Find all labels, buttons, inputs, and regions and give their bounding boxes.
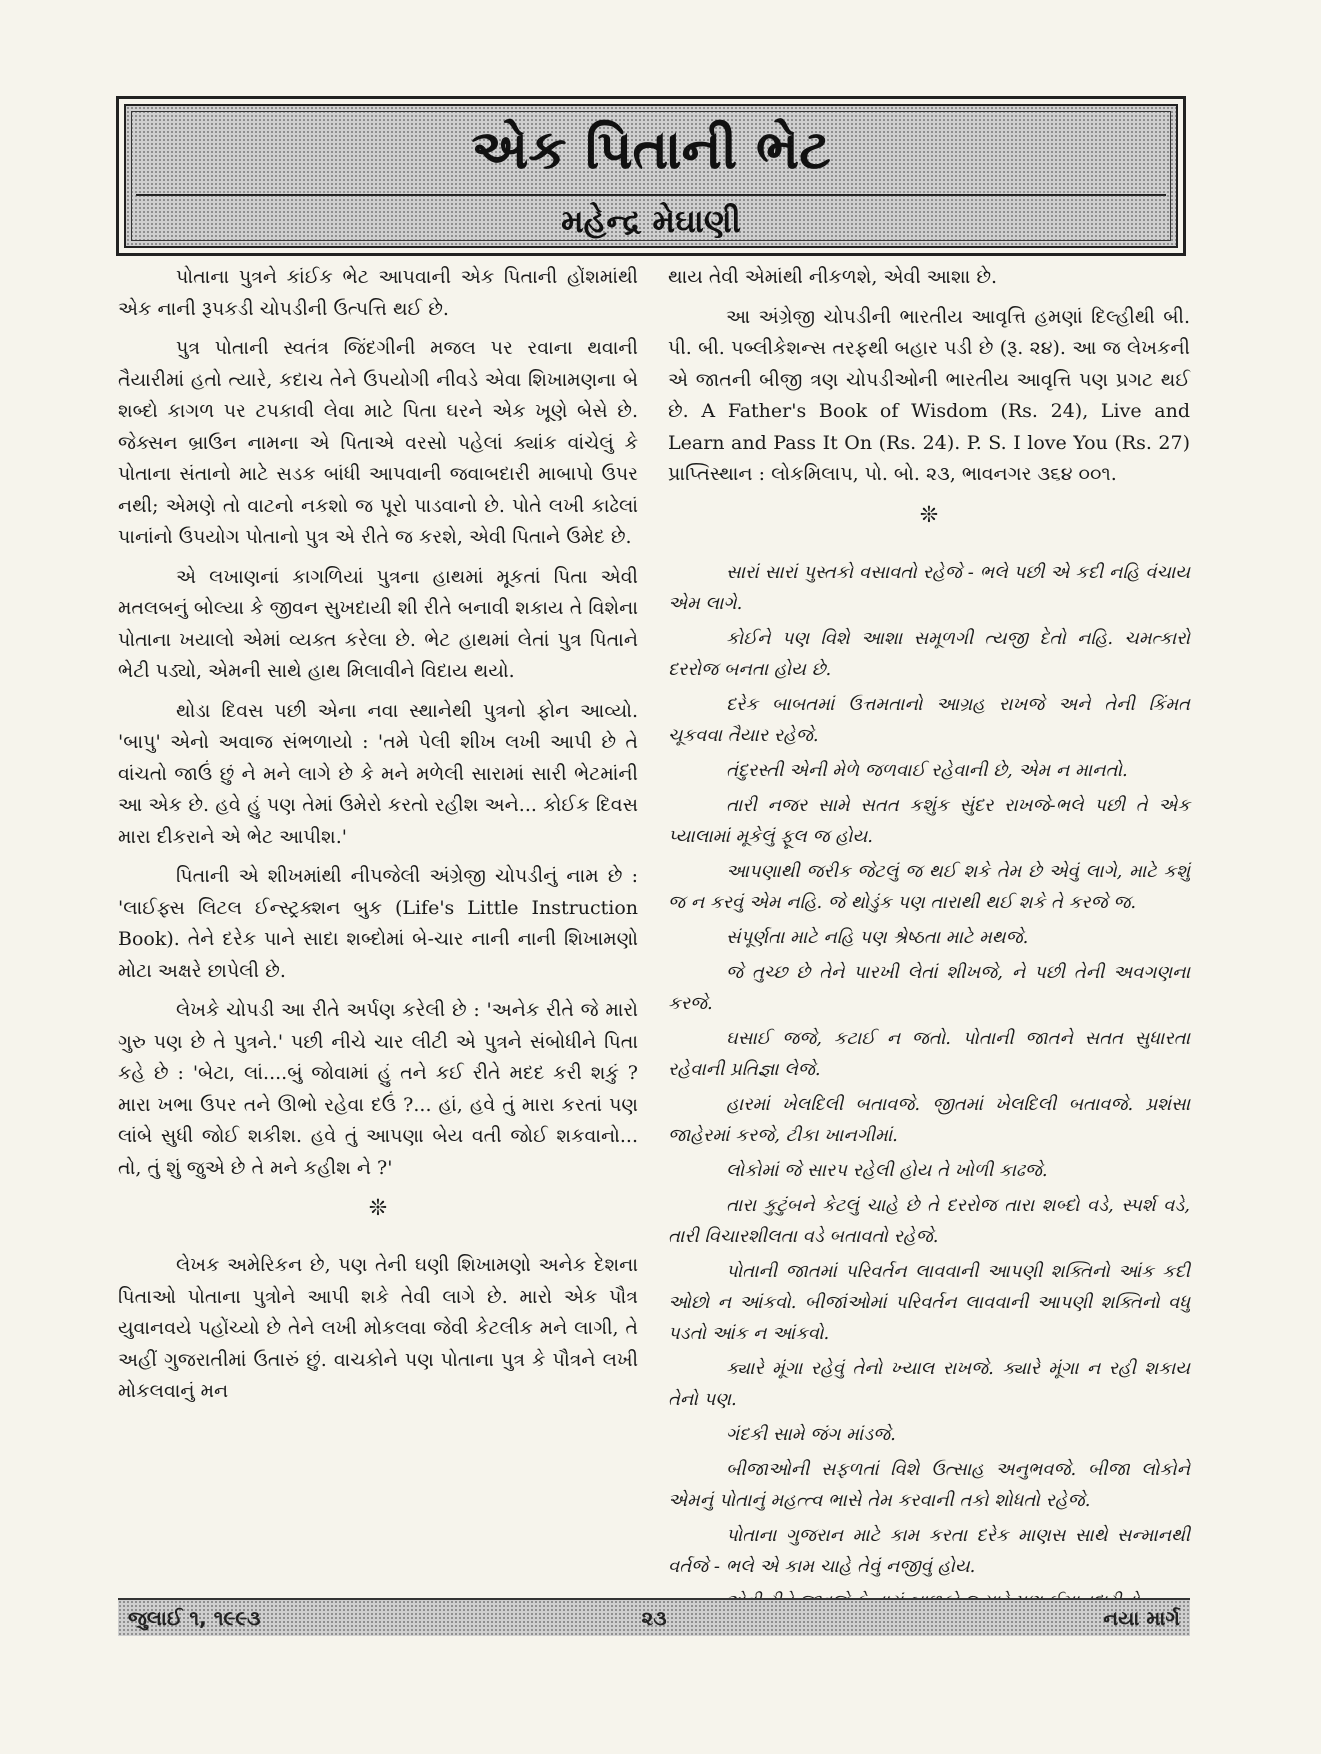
advice-item: આપણાથી જરીક જેટલું જ થઈ શકે તેમ છે એવું લાગે, માટે કશું જ ન કરવું એમ નહિ. જે થોડુંક પણ તારાથી થઈ શકે તે કરજે જ. [668, 860, 1190, 913]
advice-item: તારા કુટુંબને કેટલું ચાહે છે તે દરરોજ તારા શબ્દો વડે, સ્પર્શ વડે, તારી વિચારશીલતા વડે બતાવતો રહેજે. [668, 1194, 1190, 1247]
paragraph: એ લખાણનાં કાગળિયાં પુત્રના હાથમાં મૂકતાં પિતા એવી મતલબનું બોલ્યા કે જીવન સુખદાયી શી રીતે બનાવી શકાય તે વિશેના પોતાના ખયાલો એમાં વ્યક્ત કરેલા છે. ભેટ હાથમાં લેતાં પુત્ર પિતાને ભેટી પડ્યો, એમની સાથે હાથ મિલાવીને વિદાય થયો. [118, 565, 638, 682]
advice-item: પોતાના ગુજરાન માટે કામ કરતા દરેક માણસ સાથે સન્માનથી વર્તજે - ભલે એ કામ ચાહે તેવું નજીવું હોય. [668, 1524, 1190, 1577]
paragraph: થોડા દિવસ પછી એના નવા સ્થાનેથી પુત્રનો ફોન આવ્યો. 'બાપુ' એનો અવાજ સંભળાયો : 'તમે પેલી શીખ લખી આપી છે તે વાંચતો જાઉં છું ને મને લાગે છે કે મને મળેલી સારામાં સારી ભેટમાંની આ એક છે. હવે હું પણ તેમાં ઉમેરો કરતો રહીશ અને... કોઈક દિવસ મારા દીકરાને એ ભેટ આપીશ.' [118, 699, 638, 848]
paragraph: પુત્ર પોતાની સ્વતંત્ર જિંદગીની મજલ પર રવાના થવાની તૈયારીમાં હતો ત્યારે, કદાચ તેને ઉપયોગી નીવડે એવા શિખામણના બે શબ્દો કાગળ પર ટપકાવી લેવા માટે પિતા ઘરને એક ખૂણે બેસે છે. જેક્સન બ્રાઉન નામના એ પિતાએ વરસો પહેલાં ક્યાંક વાંચેલું કે પોતાના સંતાનો માટે સડક બાંધી આપવાની જવાબદારી માબાપો ઉપર નથી; એમણે તો વાટનો નકશો જ પૂરો પાડવાનો છે. પોતે લખી કાઢેલાં પાનાંનો ઉપયોગ પોતાનો પુત્ર એ રીતે જ કરશે, એવી પિતાને ઉમેદ છે. [118, 337, 638, 548]
right-column [668, 262, 1190, 1621]
issue-date: જુલાઈ ૧, ૧૯૯૩ [128, 1606, 261, 1630]
advice-item: સારાં સારાં પુસ્તકો વસાવતો રહેજે - ભલે પછી એ કદી નહિ વંચાય એમ લાગે. [668, 561, 1190, 614]
section-ornament-icon: ❊ [919, 502, 939, 528]
advice-item: ગંદકી સામે જંગ માંડજે. [726, 1423, 896, 1445]
advice-item: ઘસાઈ જજે, કટાઈ ન જતો. પોતાની જાતને સતત સુધારતા રહેવાની પ્રતિજ્ઞા લેજે. [668, 1027, 1190, 1080]
advice-item: જે તુચ્છ છે તેને પારખી લેતાં શીખજે, ને પછી તેની અવગણના કરજે. [668, 961, 1190, 1014]
publication-note: આ અંગ્રેજી ચોપડીની ભારતીય આવૃત્તિ હમણાં દિલ્હીથી બી. પી. બી. પબ્લીકેશન્સ તરફથી બહાર પડી છે (રૂ. ૨૪). આ જ લેખકની એ જાતની બીજી ત્રણ ચોપડીઓની ભારતીય આવૃત્તિ પણ પ્રગટ થઈ છે. A Father's Book of Wisdom (Rs. 24), Live and Learn and Pass It On (Rs. 24). P. S. I love You (Rs. 27) પ્રાપ્તિસ્થાન : લોકમિલાપ, પો. બો. ૨૩, ભાવનગર ૩૬૪ ૦૦૧. [668, 305, 1190, 485]
advice-item: તંદુરસ્તી એની મેળે જળવાઈ રહેવાની છે, એમ ન માનતો. [726, 759, 1128, 781]
advice-item: હારમાં ખેલદિલી બતાવજે. જીતમાં ખેલદિલી બતાવજે. પ્રશંસા જાહેરમાં કરજે, ટીકા ખાનગીમાં. [668, 1093, 1190, 1146]
advice-item: દરેક બાબતમાં ઉત્તમતાનો આગ્રહ રાખજે અને તેની કિંમત ચૂકવવા તૈયાર રહેજે. [668, 693, 1190, 746]
advice-list [668, 557, 1190, 1617]
section-ornament-icon: ❊ [368, 1196, 388, 1221]
advice-item: કોઈને પણ વિશે આશા સમૂળગી ત્યજી દેતો નહિ. ચમત્કારો દરરોજ બનતા હોય છે. [668, 627, 1190, 680]
paragraph: પિતાની એ શીખમાંથી નીપજેલી અંગ્રેજી ચોપડીનું નામ છે : 'લાઈફ્સ લિટલ ઈન્સ્ટ્રક્શન બુક (Life's Little Instruction Book). તેને દરેક પાને સાદા શબ્દોમાં બે-ચાર નાની નાની શિખામણો મોટા અક્ષરે છાપેલી છે. [118, 865, 638, 982]
advice-item: લોકોમાં જે સારપ રહેલી હોય તે ખોળી કાઢજે. [726, 1159, 1048, 1181]
author-byline: મહેન્દ્ર મેઘાણી [561, 202, 741, 240]
title-divider [136, 194, 1166, 196]
paragraph: લેખકે ચોપડી આ રીતે અર્પણ કરેલી છે : 'અનેક રીતે જે મારો ગુરુ પણ છે તે પુત્રને.' પછી નીચે ચાર લીટી એ પુત્રને સંબોધીને પિતા કહે છે : 'બેટા, લાં....બું જોવામાં હું તને કઈ રીતે મદદ કરી શકું ? મારા ખભા ઉપર તને ઊભો રહેવા દઉં ?... હાં, હવે તું મારા કરતાં પણ લાંબે સુધી જોઈ શકીશ. હવે તું આપણા બેય વતી જોઈ શકવાનો... તો, તું શું જુએ છે તે મને કહીશ ને ?' [118, 999, 638, 1179]
publication-name: નયા માર્ગ [1103, 1606, 1180, 1630]
title-banner [116, 96, 1186, 256]
article-title: એક પિતાની ભેટ [471, 118, 831, 181]
advice-item: પોતાની જાતમાં પરિવર્તન લાવવાની આપણી શક્તિનો આંક કદી ઓછો ન આંકવો. બીજાંઓમાં પરિવર્તન લાવવાની આપણી શક્તિનો વધુ પડતો આંક ન આંકવો. [668, 1260, 1190, 1344]
paragraph: લેખક અમેરિકન છે, પણ તેની ઘણી શિખામણો અનેક દેશના પિતાઓ પોતાના પુત્રોને આપી શકે તેવી લાગે છે. મારો એક પૌત્ર યુવાનવયે પહોંચ્યો છે તેને લખી મોકલવા જેવી કેટલીક મને લાગી, તે અહીં ગુજરાતીમાં ઉતારું છું. વાચકોને પણ પોતાના પુત્ર કે પૌત્રને લખી મોકલવાનું મન [118, 1254, 638, 1402]
paragraph-continuation: થાય તેવી એમાંથી નીકળશે, એવી આશા છે. [668, 266, 998, 288]
advice-item: તારી નજર સામે સતત કશુંક સુંદર રાખજે-ભલે પછી તે એક પ્યાલામાં મૂકેલું ફૂલ જ હોય. [668, 794, 1190, 847]
paragraph: પોતાના પુત્રને કાંઈક ભેટ આપવાની એક પિતાની હોંશમાંથી એક નાની રૂપકડી ચોપડીની ઉત્પત્તિ થઈ છે. [118, 266, 638, 320]
page-number: ૨૩ [641, 1606, 667, 1630]
title-banner-inner [124, 104, 1178, 248]
page-footer [118, 1598, 1190, 1636]
advice-item: ક્યારે મૂંગા રહેવું તેનો ખ્યાલ રાખજે. ક્યારે મૂંગા ન રહી શકાય તેનો પણ. [668, 1357, 1190, 1410]
advice-item: બીજાઓની સફળતાં વિશે ઉત્સાહ અનુભવજે. બીજા લોકોને એમનું પોતાનું મહત્ત્વ ભાસે તેમ કરવાની તકો શોધતો રહેજે. [668, 1458, 1190, 1511]
advice-item: સંપૂર્ણતા માટે નહિ પણ શ્રેષ્ઠતા માટે મથજે. [726, 926, 1029, 948]
left-column [118, 262, 638, 1416]
